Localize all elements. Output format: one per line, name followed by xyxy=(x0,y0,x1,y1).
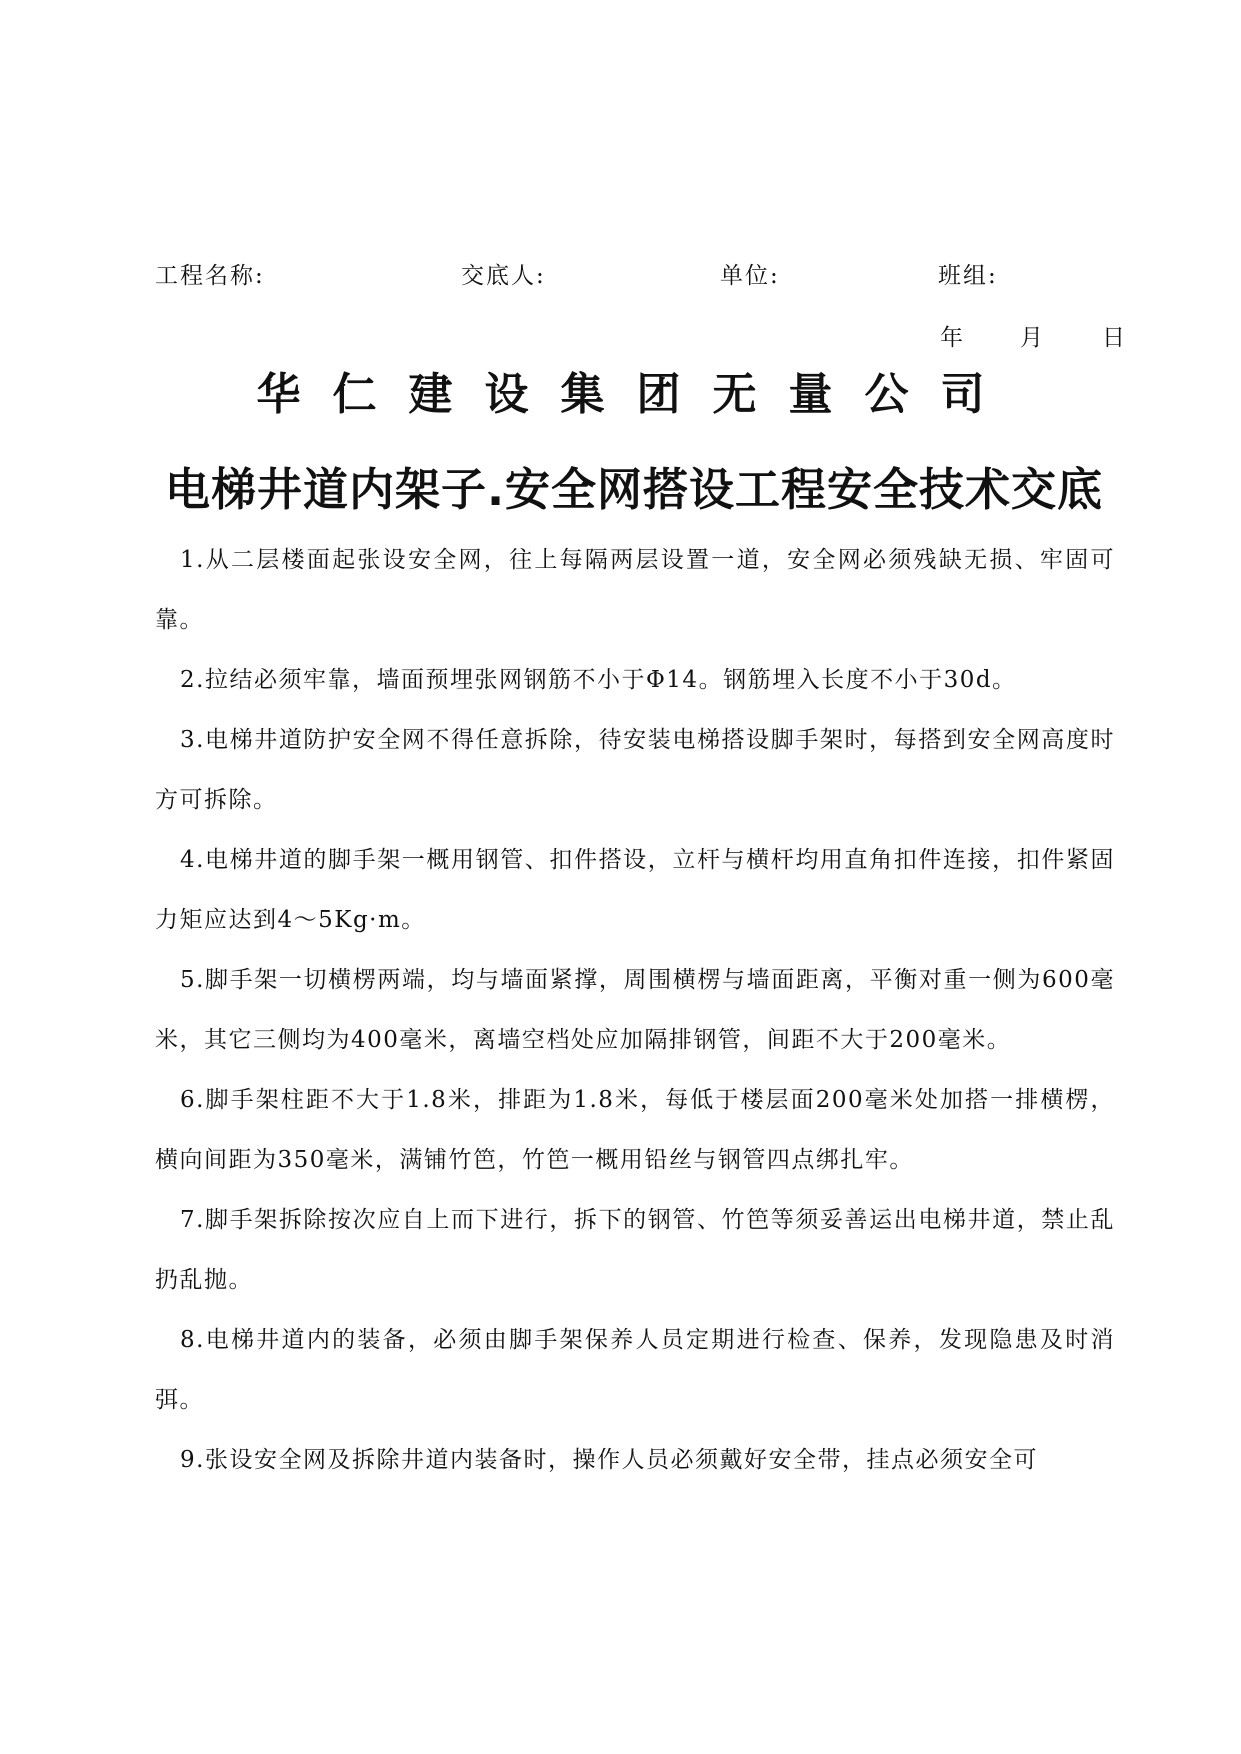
document-body xyxy=(155,530,1115,1490)
unit-label: 单位: xyxy=(720,263,780,289)
date-line xyxy=(940,320,1126,356)
paragraph-8: 8.电梯井道内的装备，必须由脚手架保养人员定期进行检查、保养，发现隐患及时消弭。 xyxy=(155,1327,1115,1413)
paragraph-9: 9.张设安全网及拆除井道内装备时，操作人员必须戴好安全带，挂点必须安全可 xyxy=(180,1447,1038,1473)
paragraph-2: 2.拉结必须牢靠，墙面预埋张网钢筋不小于Φ14。钢筋埋入长度不小于30d。 xyxy=(180,667,1017,693)
year-label: 年 xyxy=(940,325,963,351)
document-title: 电梯井道内架子.安全网搭设工程安全技术交底 xyxy=(164,463,1104,516)
project-name-label: 工程名称: xyxy=(155,263,265,289)
paragraph-6: 6.脚手架柱距不大于1.8米，排距为1.8米，每低于楼层面200毫米处加搭一排横楞，横向间距为350毫米，满铺竹笆，竹笆一概用铅丝与钢管四点绑扎牢。 xyxy=(155,1087,1115,1173)
paragraph-7: 7.脚手架拆除按次应自上而下进行，拆下的钢管、竹笆等须妥善运出电梯井道，禁止乱扔乱抛。 xyxy=(155,1207,1115,1293)
month-label: 月 xyxy=(1020,325,1043,351)
paragraph-3: 3.电梯井道防护安全网不得任意拆除，待安装电梯搭设脚手架时，每搭到安全网高度时方可拆除。 xyxy=(155,727,1115,813)
paragraph-4: 4.电梯井道的脚手架一概用钢管、扣件搭设，立杆与横杆均用直角扣件连接，扣件紧固力矩应达到4～5Kg·m。 xyxy=(155,847,1115,933)
company-name: 华仁建设集团无量公司 xyxy=(256,369,1017,420)
paragraph-1: 1.从二层楼面起张设安全网，往上每隔两层设置一道，安全网必须残缺无损、牢固可靠。 xyxy=(155,547,1115,633)
day-label: 日 xyxy=(1102,325,1125,351)
paragraph-5: 5.脚手架一切横楞两端，均与墙面紧撑，周围横楞与墙面距离，平衡对重一侧为600毫米，其它三侧均为400毫米，离墙空档处应加隔排钢管，间距不大于200毫米。 xyxy=(155,967,1115,1053)
team-label: 班组: xyxy=(938,263,998,289)
presenter-label: 交底人: xyxy=(461,263,546,289)
